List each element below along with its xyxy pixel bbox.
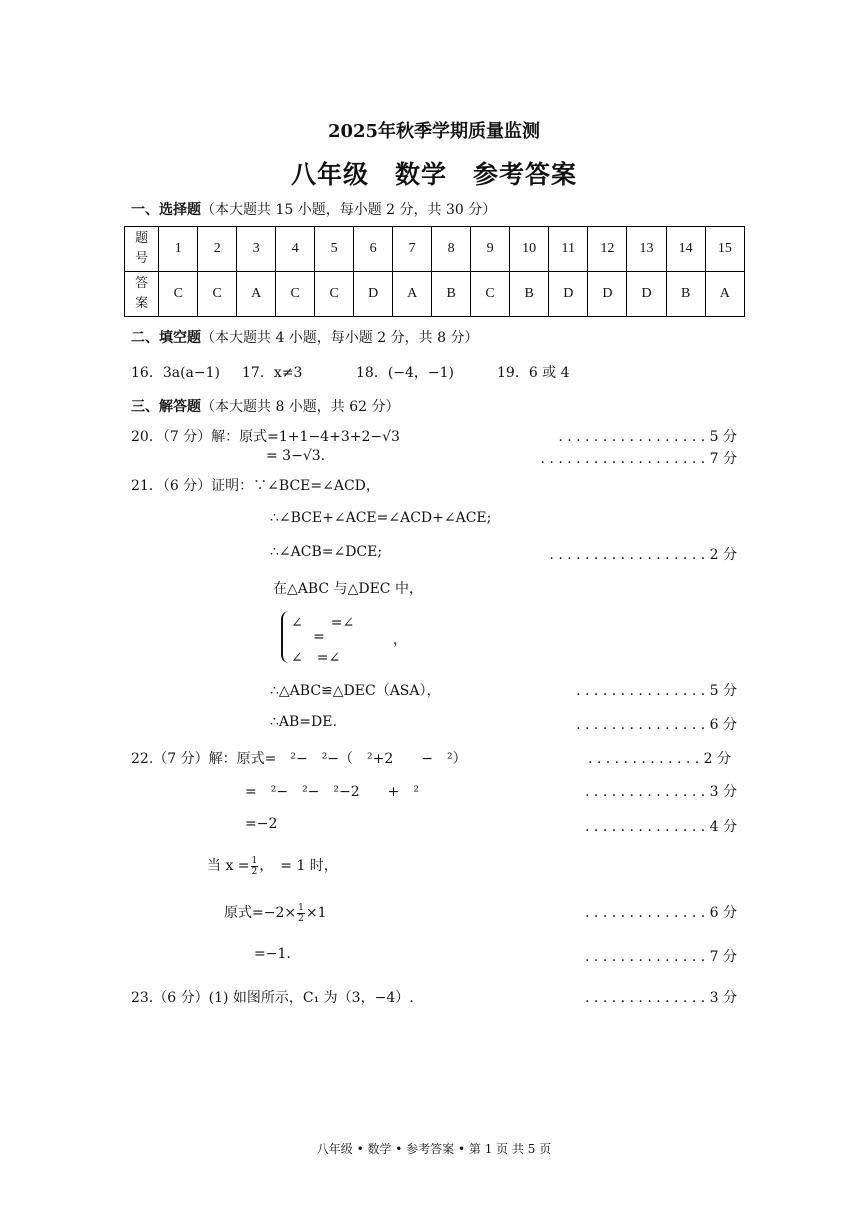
- q22-score3: . . . . . . . . . . . . . . 4 分: [585, 819, 737, 835]
- table-cell: A: [393, 272, 432, 317]
- q20-line2: = 3−√3.: [266, 448, 326, 464]
- table-cell: 13: [627, 227, 666, 272]
- table-cell: 6: [354, 227, 393, 272]
- table-header-number: 题 号: [125, 227, 159, 272]
- section3-note: （本大题共 8 小题，共 62 分）: [201, 399, 400, 415]
- section3-heading: [131, 396, 400, 416]
- q22-score6: . . . . . . . . . . . . . . 7 分: [585, 949, 737, 965]
- q21-line1: 21．（6 分）证明：∵∠BCE=∠ACD，: [131, 478, 380, 494]
- answer-q19: 19．6 或 4: [497, 365, 570, 381]
- answer-q18: 18．(−4，−1): [356, 365, 455, 381]
- table-cell: C: [471, 272, 510, 317]
- q21-line5: ∴△ABC≌△DEC（ASA），: [270, 683, 441, 699]
- table-cell: A: [705, 272, 744, 317]
- section2-note: （本大题共 4 小题，每小题 2 分，共 8 分）: [201, 330, 479, 346]
- q21-score3: . . . . . . . . . . . . . . . . . . 2 分: [549, 547, 737, 563]
- table-cell: D: [549, 272, 588, 317]
- q21-system-row1: ∠ =∠: [291, 615, 355, 631]
- q21-system-row3: ∠ =∠: [291, 650, 341, 666]
- table-cell: 4: [276, 227, 315, 272]
- fraction-half: $\frac{1}{2}$: [251, 855, 258, 877]
- table-cell: D: [627, 272, 666, 317]
- table-cell: B: [510, 272, 549, 317]
- q21-system-comma: ，: [393, 632, 407, 648]
- table-cell: 9: [471, 227, 510, 272]
- table-cell: 10: [510, 227, 549, 272]
- section2-heading: [131, 327, 478, 347]
- table-cell: 1: [159, 227, 198, 272]
- q20-score2: . . . . . . . . . . . . . . . . . . . 7 分: [540, 451, 737, 467]
- section2-title: 二、填空题: [131, 330, 201, 346]
- table-cell: D: [588, 272, 627, 317]
- document-title: 2025年秋季学期质量监测: [327, 121, 541, 142]
- q23-line1: 23.（6 分）(1) 如图所示，C₁ 为（3，−4）.: [131, 990, 414, 1006]
- fraction-half: $\frac{1}{2}$: [298, 902, 304, 924]
- q22-line4-prefix: 当 x =: [207, 858, 250, 874]
- table-cell: B: [666, 272, 705, 317]
- q20-line1: 20．（7 分）解：原式=1+1−4+3+2−√3: [131, 429, 400, 445]
- q22-line6: =−1.: [254, 946, 291, 962]
- q20-score1: . . . . . . . . . . . . . . . . . 5 分: [558, 429, 737, 445]
- section1-title: 一、选择题: [131, 202, 201, 218]
- table-cell: D: [354, 272, 393, 317]
- answer-q17: 17．x≠3: [242, 365, 303, 381]
- page-footer: 八年级 • 数学 • 参考答案 • 第 1 页 共 5 页: [316, 1142, 552, 1156]
- table-cell: C: [315, 272, 354, 317]
- table-row-numbers: [125, 227, 745, 272]
- table-cell: 11: [549, 227, 588, 272]
- table-cell: 12: [588, 227, 627, 272]
- q21-system-row2: =: [313, 629, 325, 645]
- q22-score1: . . . . . . . . . . . . . 2 分: [587, 751, 731, 767]
- table-cell: 15: [705, 227, 744, 272]
- q21-line2: ∴∠BCE+∠ACE=∠ACD+∠ACE;: [270, 510, 492, 526]
- q21-score5: . . . . . . . . . . . . . . . 5 分: [576, 683, 737, 699]
- table-header-answer: 答 案: [125, 272, 159, 317]
- table-cell: 7: [393, 227, 432, 272]
- q21-line3: ∴∠ACB=∠DCE;: [270, 544, 383, 560]
- table-cell: B: [432, 272, 471, 317]
- table-cell: A: [237, 272, 276, 317]
- q23-score1: . . . . . . . . . . . . . . 3 分: [585, 990, 737, 1006]
- q21-line6: ∴AB=DE.: [270, 714, 337, 730]
- q22-line1: 22.（7 分）解：原式= ²− ²−（ ²+2 − ²）: [131, 751, 467, 767]
- q22-line4: [207, 855, 338, 877]
- q22-score2: . . . . . . . . . . . . . . 3 分: [585, 784, 737, 800]
- section3-title: 三、解答题: [131, 399, 201, 415]
- q22-line4-suffix: ， = 1 时，: [259, 858, 338, 874]
- table-cell: 3: [237, 227, 276, 272]
- table-cell: 14: [666, 227, 705, 272]
- q22-line5-prefix: 原式=−2×: [224, 905, 297, 921]
- table-cell: C: [159, 272, 198, 317]
- q22-line3: =−2: [245, 816, 278, 832]
- table-row-answers: [125, 272, 745, 317]
- answer-q16: 16．3a(a−1): [131, 365, 220, 381]
- q21-line4: 在△ABC 与△DEC 中，: [273, 581, 423, 597]
- table-cell: C: [276, 272, 315, 317]
- q22-score5: . . . . . . . . . . . . . . 6 分: [585, 905, 737, 921]
- answer-table: [124, 226, 745, 317]
- q22-line5-suffix: ×1: [305, 905, 327, 921]
- section1-note: （本大题共 15 小题，每小题 2 分，共 30 分）: [201, 202, 497, 218]
- section1-heading: [131, 199, 496, 219]
- table-cell: 5: [315, 227, 354, 272]
- document-subtitle: 八年级 数学 参考答案: [290, 160, 577, 189]
- q22-line2: = ²− ²− ²−2 + ²: [245, 784, 420, 800]
- table-cell: C: [198, 272, 237, 317]
- table-cell: 8: [432, 227, 471, 272]
- q22-line5: [224, 902, 326, 924]
- table-cell: 2: [198, 227, 237, 272]
- q21-score6: . . . . . . . . . . . . . . . 6 分: [576, 717, 737, 733]
